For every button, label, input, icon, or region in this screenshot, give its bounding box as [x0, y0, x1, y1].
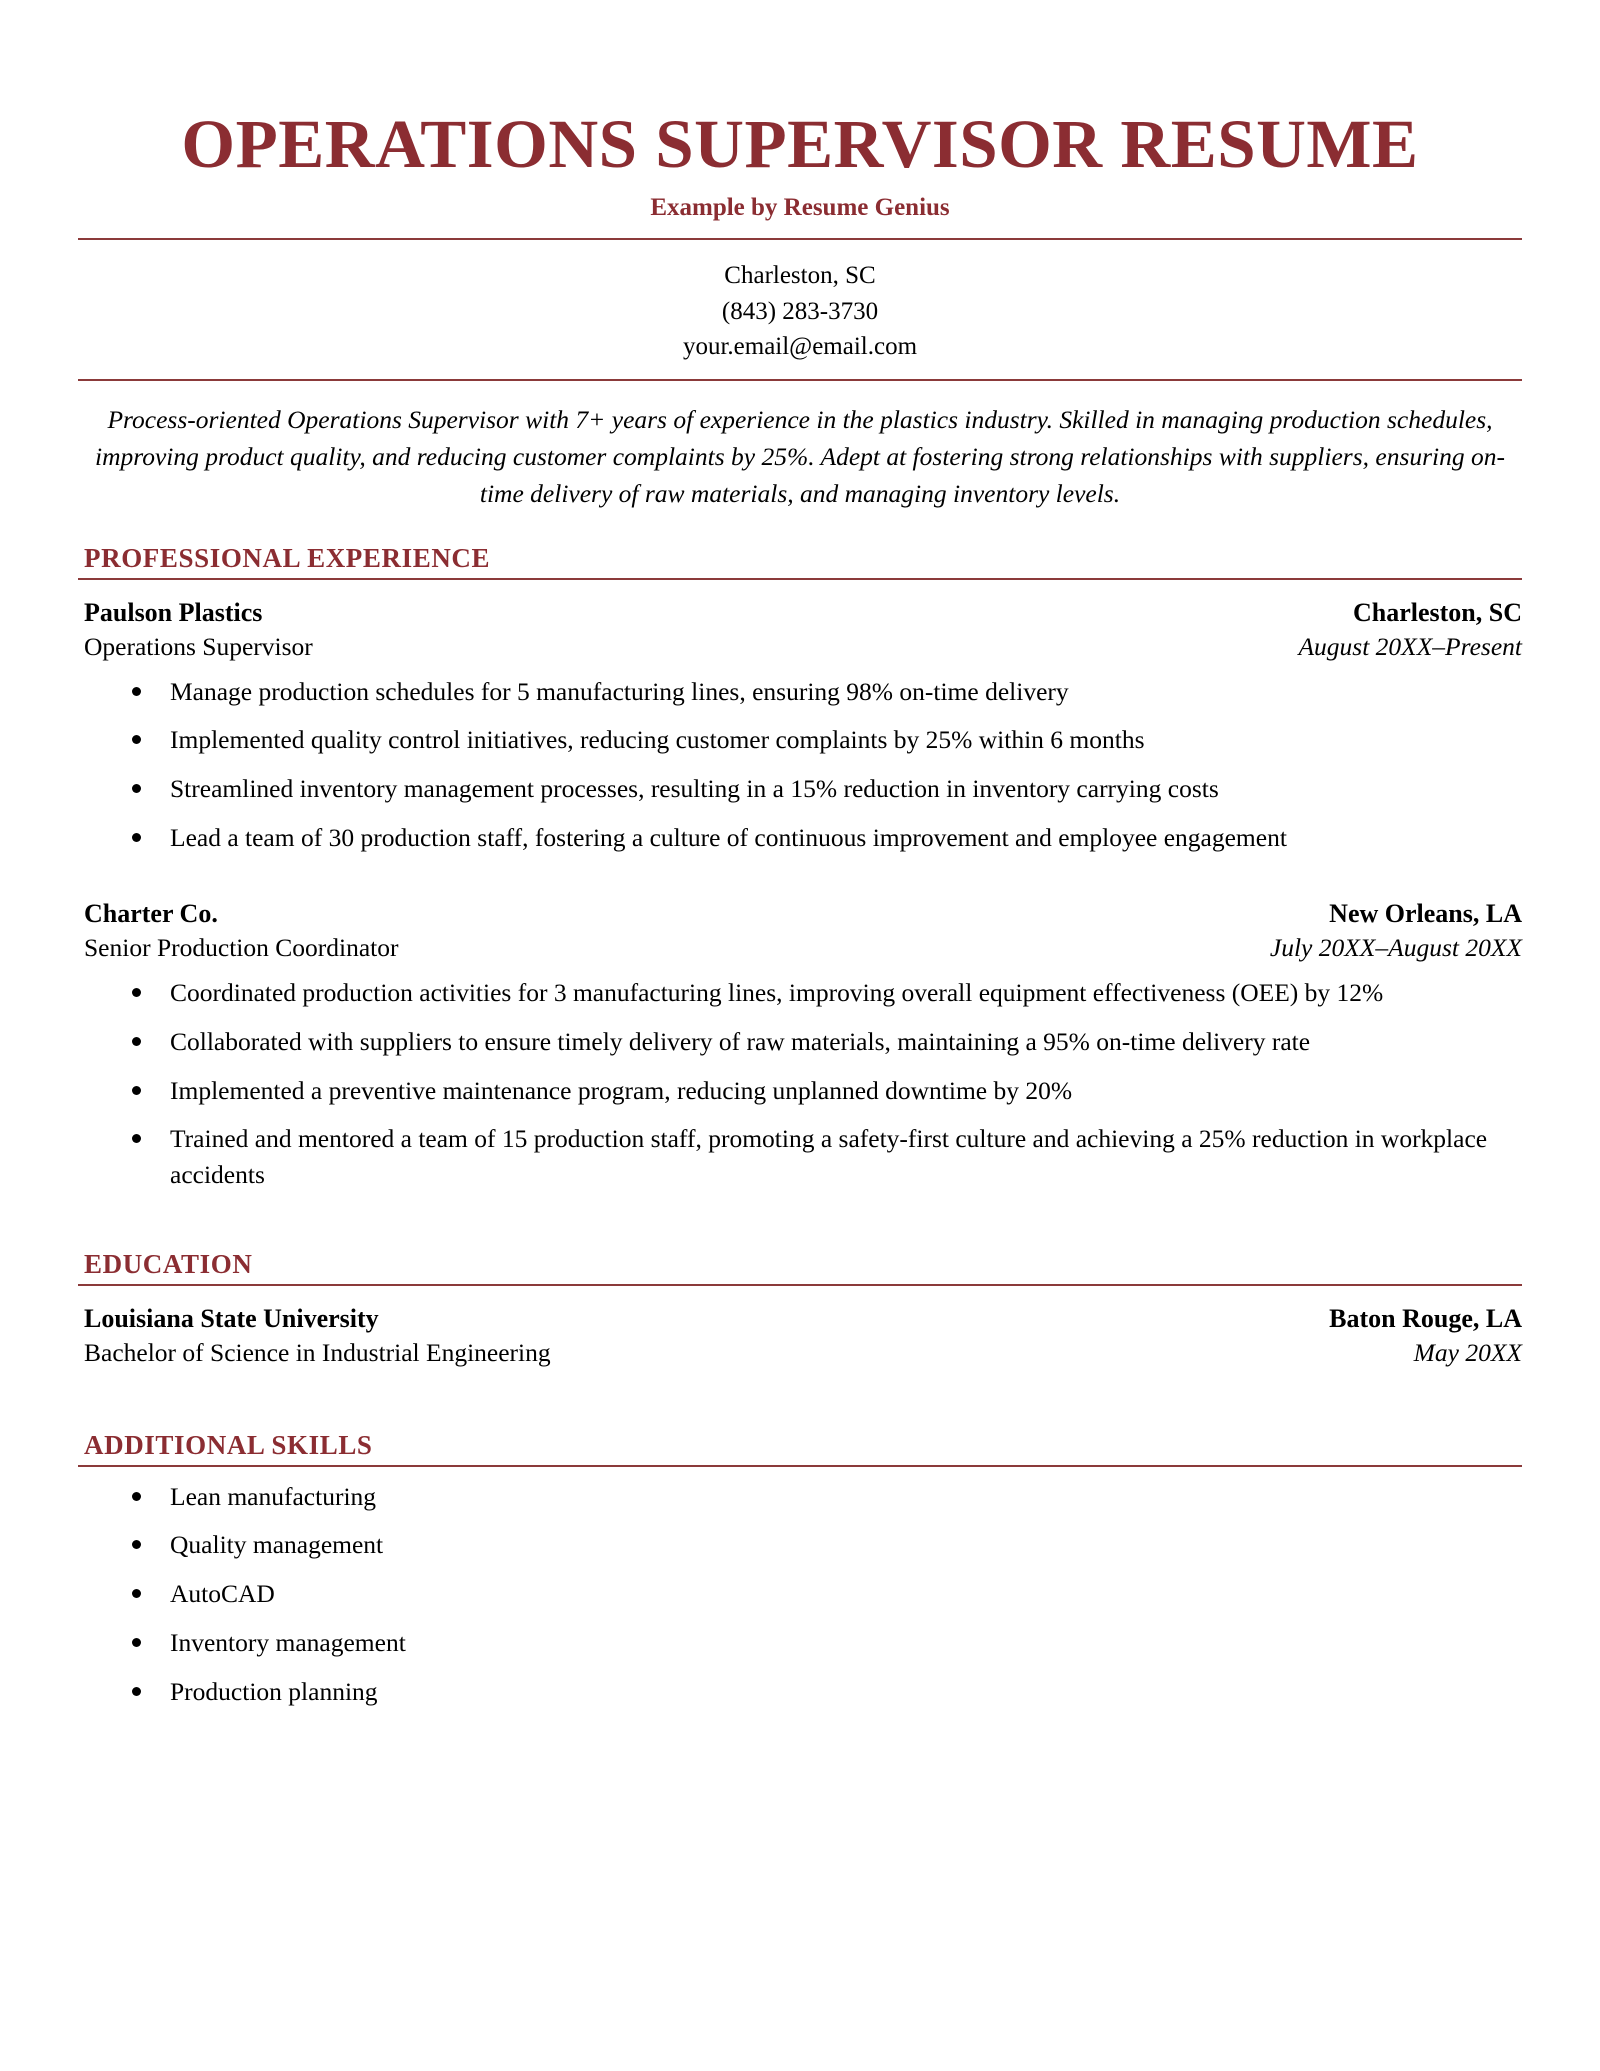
list-item: Collaborated with suppliers to ensure timely delivery of raw materials, maintaining a 95% on-time delivery rate — [124, 1024, 1522, 1060]
employer-location: Charleston, SC — [1352, 597, 1522, 627]
entry-subheader-row — [78, 933, 1522, 963]
experience-entry — [78, 899, 1522, 1192]
list-item: Lead a team of 30 production staff, fostering a culture of continuous improvement and employee engagement — [124, 820, 1522, 856]
job-title: Senior Production Coordinator — [84, 933, 399, 963]
experience-entry — [78, 598, 1522, 856]
list-item: Inventory management — [124, 1625, 1522, 1661]
entry-header-row — [78, 899, 1522, 929]
entry-subheader-row — [78, 1338, 1522, 1368]
job-bullet-list — [78, 674, 1522, 856]
entry-header-row — [78, 598, 1522, 628]
contact-block — [78, 240, 1522, 379]
job-title: Operations Supervisor — [84, 631, 313, 661]
section-rule-skills — [78, 1465, 1522, 1467]
list-item: Streamlined inventory management processes, resulting in a 15% reduction in inventory carrying costs — [124, 771, 1522, 807]
employer-name: Paulson Plastics — [84, 597, 263, 627]
page-subtitle: Example by Resume Genius — [650, 194, 950, 222]
contact-phone: (843) 283-3730 — [721, 297, 879, 325]
list-item: Trained and mentored a team of 15 production staff, promoting a safety-first culture and achieving a 25% reduction in workplace accidents — [124, 1121, 1522, 1192]
list-item: AutoCAD — [124, 1576, 1522, 1612]
list-item: Manage production schedules for 5 manufacturing lines, ensuring 98% on-time delivery — [124, 674, 1522, 710]
job-bullet-list — [78, 975, 1522, 1192]
professional-summary: Process-oriented Operations Supervisor with 7+ years of experience in the plastics industry. Skilled in managing production schedules, improving product quality, and reducing customer complaints by 25%. Adept at fostering strong relationships with suppliers, ensuring on-time delivery of raw materials, and managing inventory levels. — [95, 404, 1505, 509]
job-dates: July 20XX–August 20XX — [1269, 933, 1522, 963]
education-entry — [78, 1304, 1522, 1368]
contact-email: your.email@email.com — [682, 333, 918, 361]
entry-subheader-row — [78, 632, 1522, 662]
section-heading-skills: ADDITIONAL SKILLS — [84, 1429, 373, 1460]
school-location: Baton Rouge, LA — [1329, 1303, 1522, 1333]
section-heading-experience: PROFESSIONAL EXPERIENCE — [84, 542, 491, 573]
list-item: Coordinated production activities for 3 manufacturing lines, improving overall equipment effectiveness (OEE) by 12% — [124, 975, 1522, 1011]
employer-name: Charter Co. — [84, 899, 218, 929]
list-item: Implemented a preventive maintenance program, reducing unplanned downtime by 20% — [124, 1073, 1522, 1109]
section-education — [78, 1249, 1522, 1368]
skills-bullet-list — [78, 1479, 1522, 1709]
section-heading-education: EDUCATION — [84, 1248, 253, 1279]
graduation-date: May 20XX — [1413, 1337, 1522, 1367]
section-skills — [78, 1430, 1522, 1709]
section-rule-education — [78, 1284, 1522, 1286]
page-title: OPERATIONS SUPERVISOR RESUME — [181, 106, 1419, 182]
list-item: Lean manufacturing — [124, 1479, 1522, 1515]
entry-header-row — [78, 1304, 1522, 1334]
list-item: Quality management — [124, 1527, 1522, 1563]
list-item: Production planning — [124, 1674, 1522, 1710]
list-item: Implemented quality control initiatives, reducing customer complaints by 25% within 6 months — [124, 722, 1522, 758]
school-name: Louisiana State University — [84, 1303, 379, 1333]
employer-location: New Orleans, LA — [1329, 899, 1522, 929]
section-rule-experience — [78, 578, 1522, 580]
contact-location: Charleston, SC — [724, 262, 876, 290]
degree-name: Bachelor of Science in Industrial Engineering — [84, 1337, 551, 1367]
section-experience — [78, 543, 1522, 1193]
job-dates: August 20XX–Present — [1298, 631, 1522, 661]
